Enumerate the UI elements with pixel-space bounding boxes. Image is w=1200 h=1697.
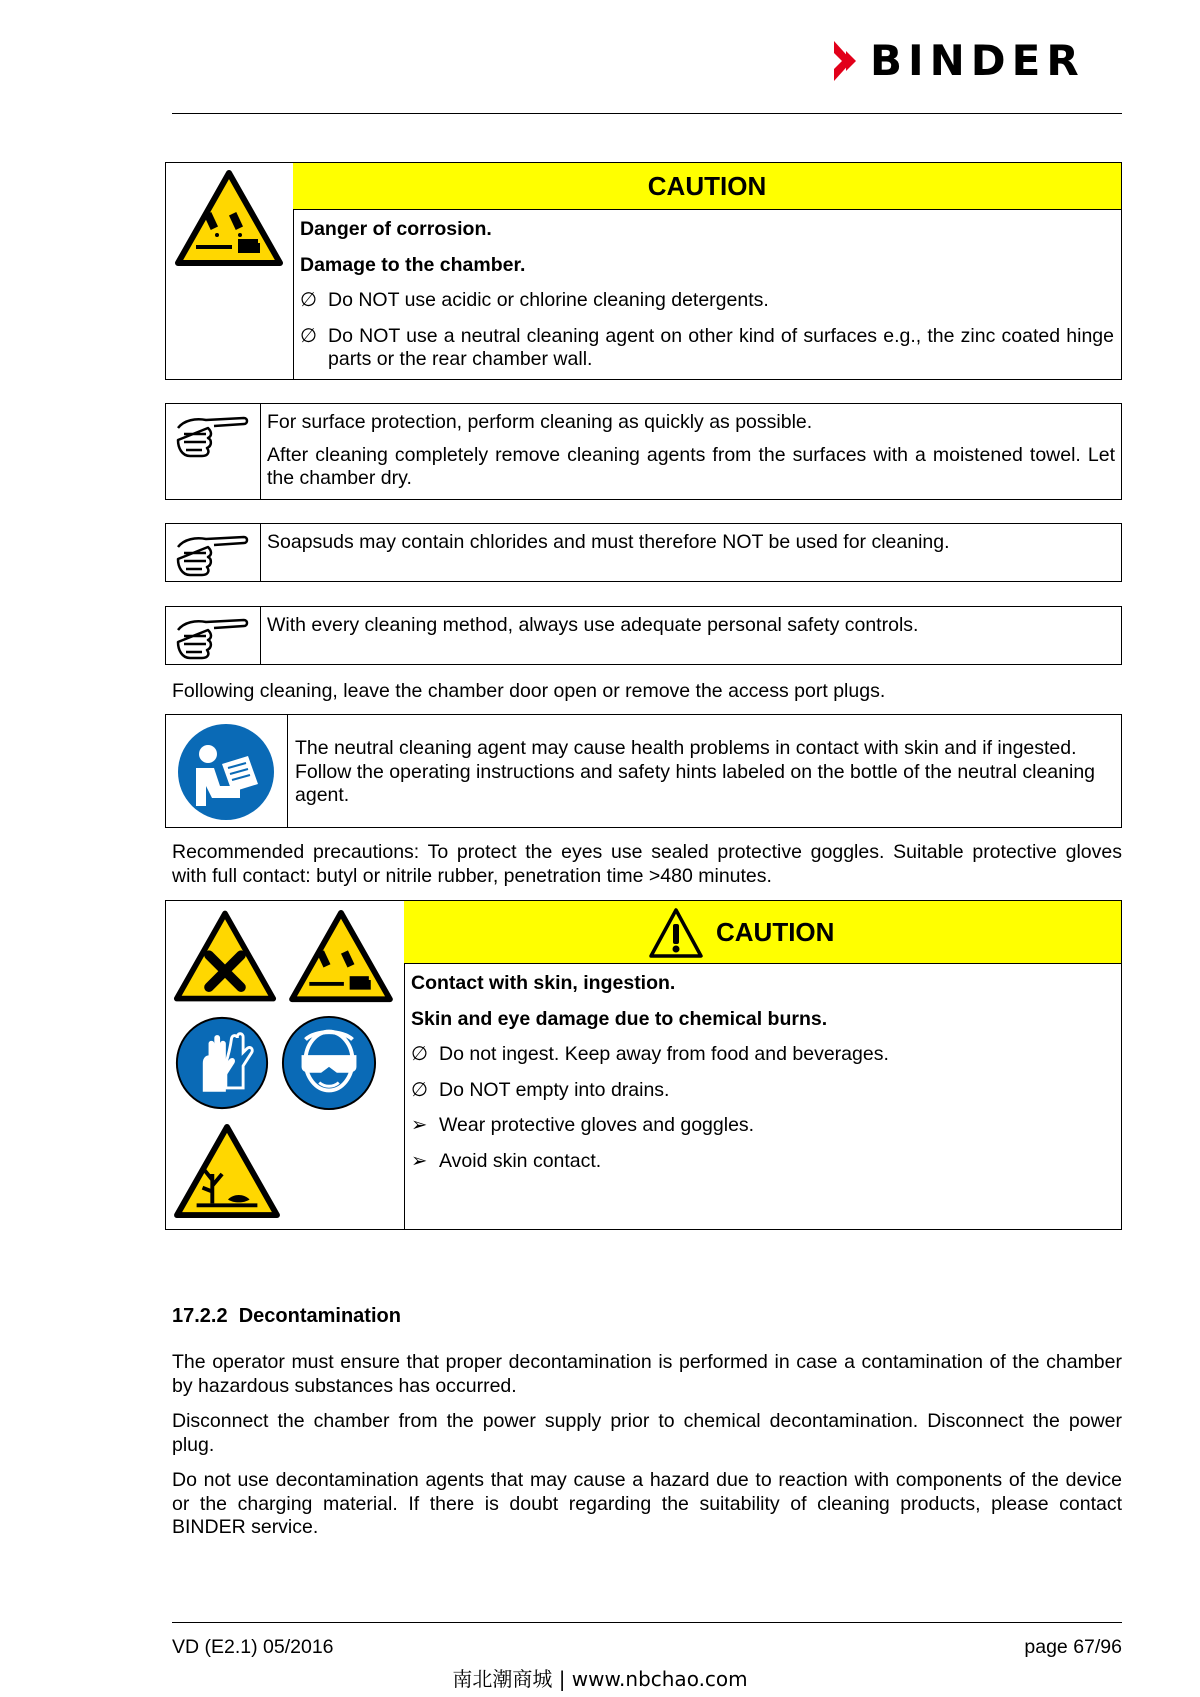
arrow-bullet-icon: ➢	[411, 1114, 428, 1136]
caution-body	[411, 972, 1111, 1173]
prohibition-item: ∅ Do not ingest. Keep away from food and beverages.	[411, 1043, 889, 1065]
caution-title-bar: CAUTION	[293, 163, 1121, 210]
prohibition-item: ∅ Do NOT use acidic or chlorine cleaning detergents.	[300, 289, 769, 311]
instruction-item: ➢ Avoid skin contact.	[411, 1149, 602, 1172]
wear-gloves-icon	[174, 1015, 270, 1111]
paragraph: Recommended precautions: To protect the eyes use sealed protective goggles. Suitable protective gloves with full contact: butyl or nitrile rubber, penetration time >480 minutes.	[172, 841, 1122, 887]
section-paragraph: Do not use decontamination agents that may cause a hazard due to reaction with components of the device or the charging material. If there is doubt regarding the suitability of cleaning products, please contact BINDER service.	[172, 1469, 1122, 1538]
caution-icon-cell	[166, 163, 294, 379]
warning-triangle-icon	[648, 907, 704, 959]
header-rule	[172, 113, 1122, 114]
corrosive-warning-icon	[174, 169, 284, 269]
prohibited-symbol-icon: ∅	[300, 324, 317, 347]
caution-line: Damage to the chamber.	[300, 253, 526, 276]
caution-body	[300, 218, 1114, 372]
manual-note-text: The neutral cleaning agent may cause health problems in contact with skin and if ingested. Follow the operating instructions and safety hints labeled on the bottle of the neutral cleaning agent.	[295, 737, 1096, 806]
section-paragraph: Disconnect the chamber from the power supply prior to chemical decontamination. Disconnect the power plug.	[172, 1410, 1122, 1456]
caution-line: Contact with skin, ingestion.	[411, 972, 676, 994]
pointing-hand-icon	[174, 410, 250, 460]
note-text: After cleaning completely remove cleaning agents from the surfaces with a moistened towel. Let the chamber dry.	[267, 443, 1115, 489]
caution-box-chemical	[165, 900, 1122, 1230]
note-box-surface-protection	[165, 403, 1122, 500]
section-heading: 17.2.2 Decontamination	[172, 1305, 401, 1327]
note-icon-cell	[166, 607, 261, 664]
note-icon-cell	[166, 524, 261, 581]
caution-title-bar	[404, 901, 1121, 964]
caution-line: Danger of corrosion.	[300, 218, 492, 240]
section-paragraph: The operator must ensure that proper decontamination is performed in case a contamination of the chamber by hazardous substances has occurred.	[172, 1351, 1122, 1397]
binder-logo-icon	[832, 41, 866, 81]
footer-rule	[172, 1622, 1122, 1623]
brand-name: BINDER	[870, 36, 1085, 85]
prohibited-symbol-icon: ∅	[411, 1078, 428, 1101]
prohibition-item: ∅ Do NOT use a neutral cleaning agent on other kind of surfaces e.g., the zinc coated hinge parts or the rear chamber wall.	[300, 324, 1114, 370]
prohibition-item: ∅ Do NOT empty into drains.	[411, 1078, 670, 1101]
prohibited-symbol-icon: ∅	[411, 1043, 428, 1065]
note-box-safety-controls	[165, 606, 1122, 665]
prohibited-symbol-icon: ∅	[300, 289, 317, 311]
note-text: For surface protection, perform cleaning as quickly as possible.	[267, 411, 813, 433]
note-text: With every cleaning method, always use adequate personal safety controls.	[267, 614, 919, 636]
note-box-soapsuds	[165, 523, 1122, 582]
caution-line: Skin and eye damage due to chemical burns.	[411, 1007, 828, 1030]
read-manual-icon	[176, 722, 276, 822]
arrow-bullet-icon: ➢	[411, 1149, 428, 1172]
caution-title: CAUTION	[716, 917, 835, 947]
note-text: Soapsuds may contain chlorides and must therefore NOT be used for cleaning.	[267, 531, 950, 553]
corrosive-warning-icon	[286, 909, 396, 1005]
note-body	[267, 411, 1115, 491]
note-icon-cell	[166, 404, 261, 499]
wear-goggles-icon	[280, 1014, 378, 1112]
watermark: 南北潮商城 | www.nbchao.com	[452, 1667, 748, 1691]
pointing-hand-icon	[174, 529, 250, 579]
caution-box-corrosion	[165, 162, 1122, 380]
paragraph: Following cleaning, leave the chamber door open or remove the access port plugs.	[172, 680, 886, 702]
hazard-icons-cell	[166, 901, 405, 1229]
instruction-item: ➢ Wear protective gloves and goggles.	[411, 1114, 755, 1136]
footer-version: VD (E2.1) 05/2016	[172, 1636, 334, 1658]
environment-hazard-icon	[173, 1123, 281, 1221]
harmful-warning-icon	[173, 909, 277, 1005]
binder-logo	[832, 38, 1124, 84]
manual-note-box	[165, 714, 1122, 828]
pointing-hand-icon	[174, 612, 250, 662]
manual-icon-cell	[166, 715, 288, 827]
footer-page-number: page 67/96	[1024, 1636, 1122, 1658]
